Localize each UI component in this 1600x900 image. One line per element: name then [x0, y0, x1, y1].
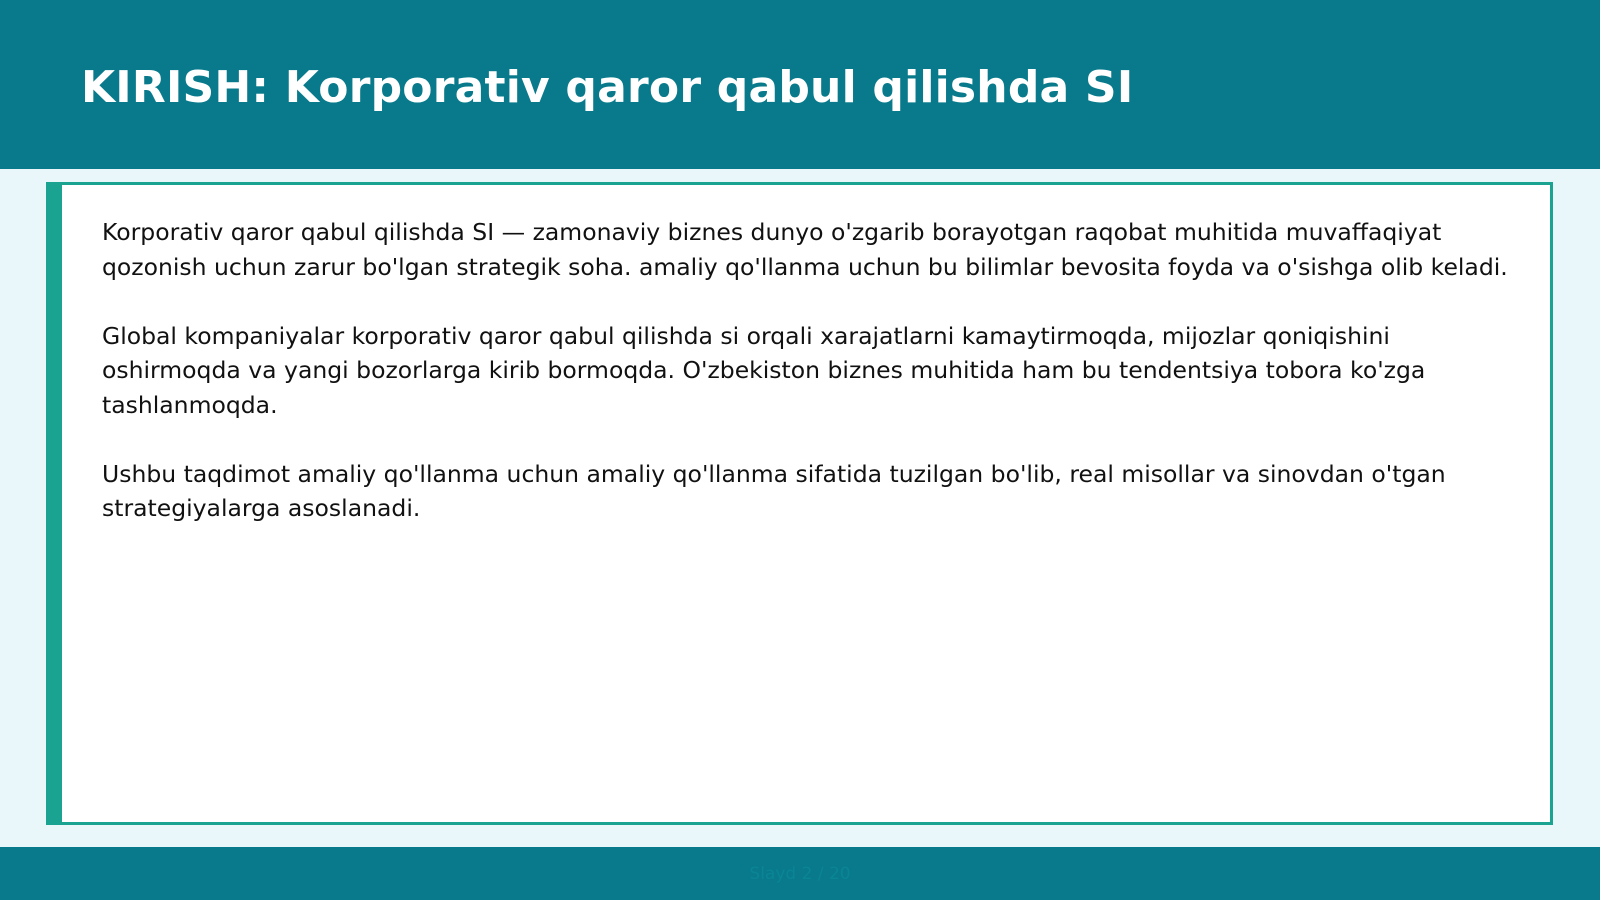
paragraph-global: Global kompaniyalar korporativ qaror qabul qilishda si orqali xarajatlarni kamaytirmoqda, mijozlar qoniqishini oshirmoqda va yangi bozorlarga kirib bormoqda. O'zbekiston biznes muhitida ham bu tendentsiya tobora ko'zga tashlanmoqda. — [102, 321, 1426, 419]
paragraph-intro: Korporativ qaror qabul qilishda SI — zamonaviy biznes dunyo o'zgarib borayotgan raqobat muhitida muvaffaqiyat qozonish uchun zarur bo'lgan strategik soha. amaliy qo'llanma uchun bu bilimlar bevosita foyda va o'sishga olib keladi. — [102, 218, 1508, 281]
slide-number: Slayd 2 / 20 — [749, 864, 851, 884]
paragraph-presentation: Ushbu taqdimot amaliy qo'llanma uchun amaliy qo'llanma sifatida tuzilgan bo'lib, real misollar va sinovdan o'tgan strategiyalarga asoslanadi. — [102, 459, 1446, 522]
content-panel — [46, 182, 1553, 825]
footer-bar — [0, 847, 1600, 900]
header-bar — [0, 0, 1600, 169]
content-text — [102, 215, 1532, 560]
slide-title: KIRISH: Korporativ qaror qabul qilishda SI — [81, 62, 1134, 113]
